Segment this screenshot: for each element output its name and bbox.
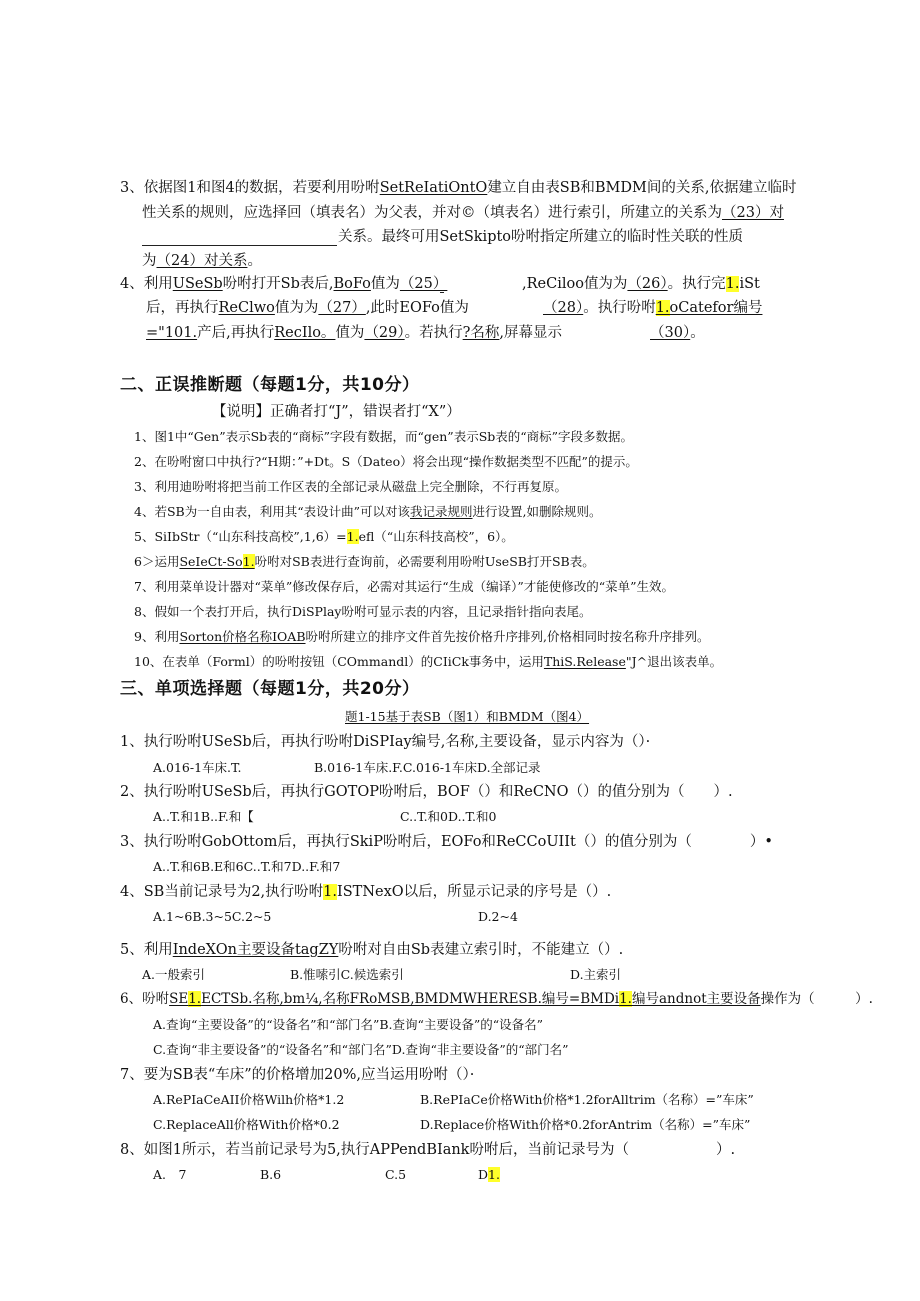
tf-item-2: 2、在吩咐窗口中执行?“H期：”+Dt。S（Dateo）将会出现“操作数据类型不匹配”的提示。: [134, 454, 638, 469]
tf-item-8: 8、假如一个表打开后，执行DiSPlay吩咐可显示表的内容，且记录指针指向表尾。: [134, 604, 592, 619]
mc-q7-option-c: C.ReplaceAll价格With价格*0.2: [153, 1117, 340, 1132]
mc-question-6: 6、吩咐SE1.ECTSb.名称,bm¼,名称FRoMSB,BMDMWHERESB.编号=BMDi1.编号andnot主要设备操作为（ ）.: [120, 991, 873, 1007]
section-title-multiple-choice: 三、单项选择题（每题1分，共20分）: [120, 679, 420, 699]
mc-q8-option-d: D1.: [478, 1167, 500, 1182]
mc-question-4: 4、SB当前记录号为2,执行吩咐1.ISTNexO以后，所显示记录的序号是（）.: [120, 884, 612, 900]
highlight-mark: 1.: [242, 554, 255, 569]
mc-q3-options: A..T.和6B.E和6C..T.和7D..F.和7: [153, 859, 341, 874]
mc-q6-option-ab: A.查询“主要设备”的“设备名”和“部门名”B.查询“主要设备”的“设备名”: [153, 1017, 544, 1032]
mc-q5-option-a: A.一般索引: [142, 967, 206, 982]
q4-line-1-right: ,ReCiloo值为为（26）。执行完1.iSt: [522, 276, 760, 292]
tf-item-10: 10、在表单（Forml）的吩咐按钮（COmmandl）的CIiCk事务中，运用ThiS.Release"J^退出该表单。: [134, 654, 723, 669]
mc-q7-option-b: B.RePIaCe价格With价格*1.2forAlltrim（名称）=”车床”: [420, 1092, 754, 1107]
q4-line-3-left: ="101.产后,再执行RecIlo。值为（29）。若执行?名称,屏幕显示: [146, 325, 563, 341]
blank-27: （27）: [318, 300, 366, 316]
blank-26: （26）: [627, 276, 668, 292]
mc-q8-option-a: A. 7: [153, 1167, 187, 1182]
highlight-mark: 1.: [488, 1167, 500, 1182]
mc-q1-option-a: A.016-1车床.T.: [153, 760, 242, 775]
highlight-mark: 1.: [725, 276, 740, 292]
mc-q2-option-cd: C..T.和0D..T.和0: [400, 809, 497, 824]
highlight-mark: 1.: [323, 884, 337, 900]
tf-item-1: 1、图1中“Gen”表示Sb表的“商标”字段有数据，而“gen”表示Sb表的“商标”字段多数据。: [134, 429, 634, 444]
mc-q2-option-ab: A..T.和1B..F.和【: [153, 809, 254, 824]
blank-23: （23）对: [722, 205, 784, 221]
highlight-mark: 1.: [188, 991, 202, 1007]
q4-line-1-left: 4、利用USeSb吩咐打开Sb表后,BoFo值为（25）: [120, 276, 448, 292]
section-note: 【说明】正确者打“J”，错误者打“X”）: [212, 404, 461, 420]
highlight-mark: 1.: [619, 991, 632, 1007]
q4-line-2-right: （28）。执行吩咐1.oCatefor编号: [543, 300, 763, 316]
highlight-mark: 1.: [655, 300, 670, 316]
mc-question-7: 7、要为SB表“车床”的价格增加20%,应当运用吩咐（）·: [120, 1067, 475, 1083]
q3-line-1: 3、依据图1和图4的数据，若要利用吩咐SetReIatiOntO建立自由表SB和BMDM间的关系,依据建立临时: [120, 180, 797, 196]
blank-29: （29）: [364, 325, 405, 341]
mc-q7-option-d: D.Replace价格With价格*0.2forAntrim（名称）=”车床”: [420, 1117, 751, 1132]
tf-item-6: 6＞运用SeIeCt-So1.吩咐对SB表进行查询前，必需要利用吩咐UseSB打开SB表。: [134, 554, 595, 569]
mc-question-3: 3、执行吩咐GobOttom后，再执行SkiP吩咐后，EOFo和ReCCoUIIt（）的值分别为（ ）•: [120, 834, 773, 850]
tf-item-9: 9、利用Sorton价格名称IOAB吩咐所建立的排序文件首先按价格升序排列,价格相同时按名称升序排列。: [134, 629, 710, 644]
q3-line-3: 关系。最终可用SetSkipto吩咐指定所建立的临时性关联的性质: [338, 229, 744, 245]
mc-question-5: 5、利用IndeXOn主要设备tagZY吩咐对自由Sb表建立索引时，不能建立（）.: [120, 942, 624, 958]
mc-q4-option-d: D.2~4: [478, 909, 518, 924]
mc-question-8: 8、如图1所示，若当前记录号为5,执行APPendBIank吩咐后，当前记录号为（ ）.: [120, 1142, 736, 1158]
blank-30: （30）: [650, 325, 691, 341]
mc-q4-options-abc: A.1~6B.3~5C.2~5: [153, 909, 272, 924]
section-subtitle: 题1-15基于表SB（图1）和BMDM（图4）: [345, 709, 590, 724]
blank-23-underline: [142, 245, 337, 246]
q4-line-3-right: （30）。: [650, 325, 705, 341]
tf-item-4: 4、若SB为一自由表，利用其“表设计曲”可以对该我记录规则进行设置,如删除规则。: [134, 504, 602, 519]
section-title-true-false: 二、正误推断题（每题1分，共10分）: [120, 375, 420, 395]
mc-question-2: 2、执行吩咐USeSb后，再执行GOTOP吩咐后，BOF（）和ReCNO（）的值分别为（ ）.: [120, 784, 733, 800]
mc-question-1: 1、执行吩咐USeSb后，再执行吩咐DiSPIay编号,名称,主要设备，显示内容为（）·: [120, 734, 651, 750]
q3-line-4: 为（24）对关系。: [142, 253, 262, 269]
tf-item-7: 7、利用菜单设计器对“菜单”修改保存后，必需对其运行“生成（编译）”才能使修改的“菜单”生效。: [134, 579, 675, 594]
mc-q5-option-d: D.主索引: [570, 967, 622, 982]
tf-item-3: 3、利用迪吩咐将把当前工作区表的全部记录从磁盘上完全删除，不行再复原。: [134, 479, 567, 494]
blank-25-underline: [440, 292, 444, 293]
highlight-mark: 1.: [346, 529, 359, 544]
mc-q5-option-bc: B.惟嗦引C.候选索引: [290, 967, 404, 982]
command-set-relation: SetReIatiOntO: [379, 180, 488, 196]
mc-q8-option-c: C.5: [385, 1167, 407, 1182]
mc-q8-option-b: B.6: [260, 1167, 282, 1182]
mc-q6-option-cd: C.查询“非主要设备”的“设备名”和“部门名”D.查询“非主要设备”的“部门名”: [153, 1042, 569, 1057]
q4-line-2-left: 后，再执行ReClwo值为为（27）,此时EOFo值为: [146, 300, 469, 316]
mc-q7-option-a: A.RePIaCeAII价格Wilh价格*1.2: [153, 1092, 345, 1107]
blank-25: （25）: [399, 276, 448, 292]
blank-24: （24）对关系: [156, 253, 248, 269]
blank-28: （28）: [543, 300, 584, 316]
mc-q1-option-bcd: B.016-1车床.F.C.016-1车床D.全部记录: [314, 760, 541, 775]
q3-line-2: 性关系的规则，应选择回（填表名）为父表，并对©（填表名）进行索引，所建立的关系为（23）对: [142, 205, 784, 221]
tf-item-5: 5、SiIbStr（“山东科技高校”,1,6）=1.efl（“山东科技高校”，6）。: [134, 529, 514, 544]
